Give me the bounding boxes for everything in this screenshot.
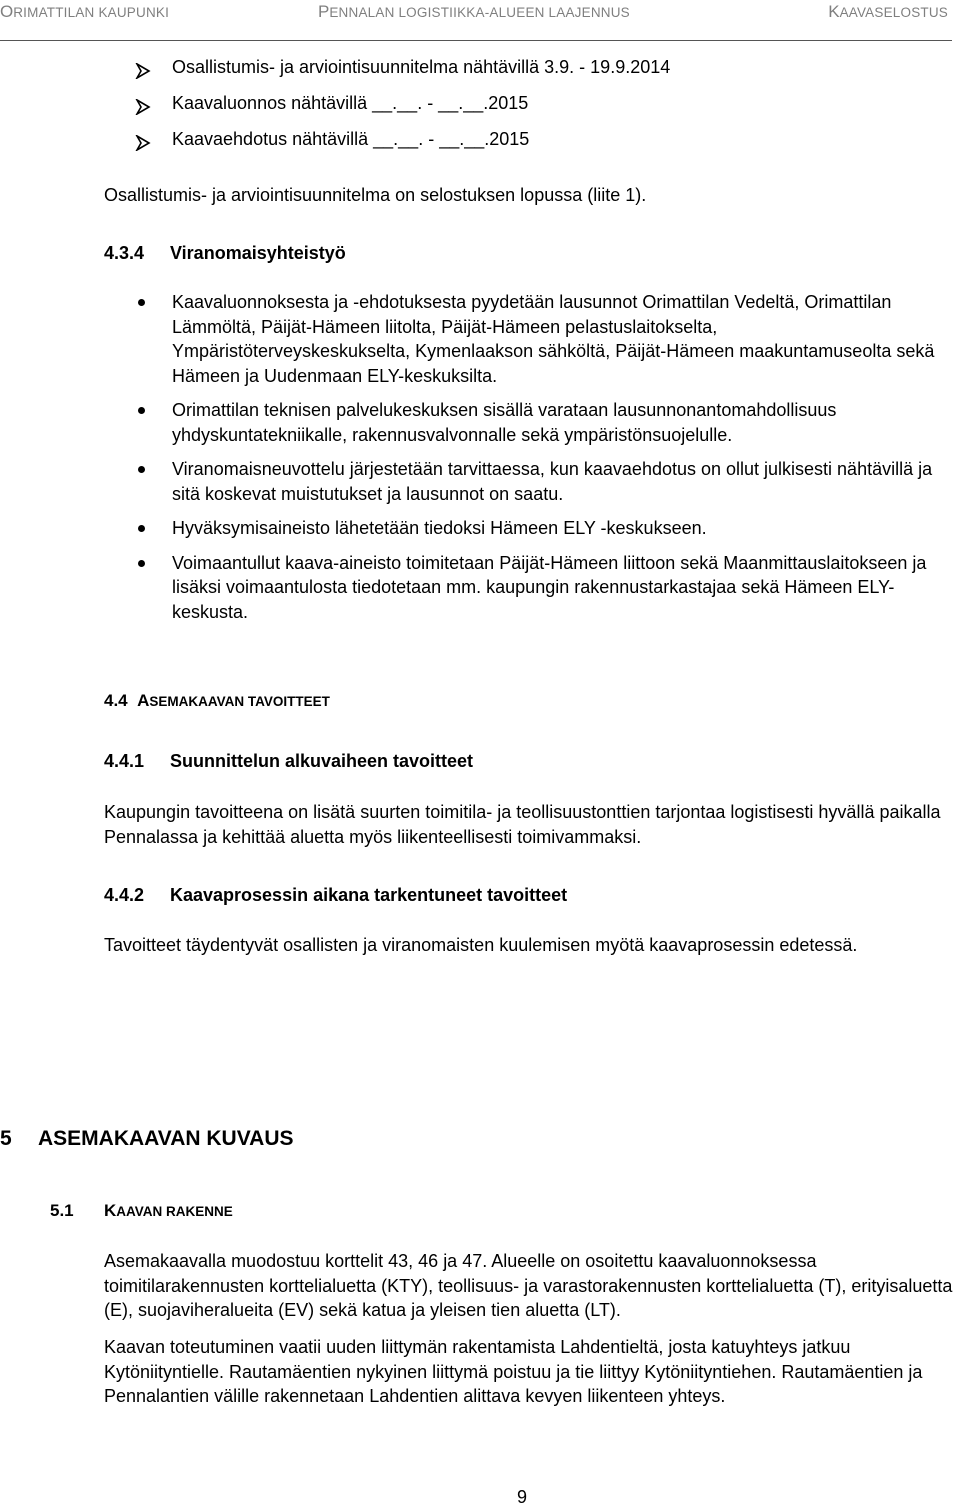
bullet-dot-icon [138,560,145,567]
bullet-dot-icon [138,466,145,473]
bullet-dot-icon [138,407,145,414]
list-item [135,290,955,388]
goals-refined-text: Tavoitteet täydentyvät osallisten ja viranomaisten kuulemisen myötä kaavaprosessin edetessä. [104,935,858,955]
schedule-item-text: Kaavaluonnos nähtävillä __.__. - __.__.2015 [172,93,529,113]
oas-note: Osallistumis- ja arviointisuunnitelma on selostuksen lopussa (liite 1). [104,185,647,205]
list-item-text: Hyväksymisaineisto lähetetään tiedoksi Hämeen ELY -keskukseen. [172,518,707,538]
heading-5 [0,1127,294,1151]
heading-number: 4.4.1 [104,751,145,771]
schedule-item-text: Kaavaehdotus nähtävillä __.__. - __.__.2015 [172,129,530,149]
plan-structure-text-1: Asemakaavalla muodostuu korttelit 43, 46 ja 47. Alueelle on osoitettu kaavaluonnoksessa toimitilarakennusten korttelialuetta (KTY), teollisuus- ja varastorakennusten korttelialuetta (T), erityisaluetta (E), suojaviheralueita (EV) sekä katua ja yleisen tien aluetta (LT). [104,1251,953,1320]
bullet-dot-icon [138,299,145,306]
heading-4-3-4 [104,243,346,264]
header-document-type: KAAVASELOSTUS [828,2,948,21]
list-item-text: Viranomaisneuvottelu järjestetään tarvittaessa, kun kaavaehdotus on ollut julkisesti nähtävillä ja sitä koskevat muistutukset ja lausunnot on saatu. [172,459,933,504]
arrow-bullet-icon [135,63,151,79]
heading-number: 4.4 [104,691,128,710]
heading-number: 5 [0,1127,12,1150]
heading-title: ASEMAKAAVAN KUVAUS [38,1127,294,1150]
list-item [135,398,955,447]
heading-title: Viranomaisyhteistyö [170,243,346,263]
heading-number: 4.4.2 [104,885,145,905]
page-number: 9 [517,1487,528,1507]
bullet-dot-icon [138,525,145,532]
list-item [135,516,955,541]
heading-4-4-label: ASEMAKAAVAN TAVOITTEET [137,691,330,710]
header-divider [0,40,952,41]
header-organization: ORIMATTILAN KAUPUNKI [0,2,170,21]
goals-initial-text: Kaupungin tavoitteena on lisätä suurten toimitila- ja teollisuustonttien tarjontaa logistisesti hyvällä paikalla Pennalassa ja kehittää aluetta myös liikenteellisesti toimivammaksi. [104,802,941,847]
authority-cooperation-list [135,290,955,634]
list-item [135,457,955,506]
plan-structure-text-2: Kaavan toteutuminen vaatii uuden liittymän rakentamista Lahdentieltä, josta katuyhteys jatkuu Kytöniityntielle. Rautamäentien nykyinen liittymä poistuu ja tie liittyy Kytöniityntiehen. Rautamäentien ja Pennalantien välille rakennetaan Lahdentien alittava kevyen liikenteen yhteys. [104,1337,923,1406]
heading-4-4-1 [104,751,473,772]
heading-4-4-2 [104,885,567,906]
list-item [135,551,955,625]
schedule-item-text: Osallistumis- ja arviointisuunnitelma nähtävillä 3.9. - 19.9.2014 [172,57,671,77]
heading-number: 4.3.4 [104,243,145,263]
list-item-text: Orimattilan teknisen palvelukeskuksen sisällä varataan lausunnonantomahdollisuus yhdyskuntatekniikalle, rakennusvalvonnalle sekä ympäristönsuojelulle. [172,400,837,445]
heading-number: 5.1 [50,1201,74,1220]
heading-title: Suunnittelun alkuvaiheen tavoitteet [170,751,474,771]
list-item-text: Voimaantullut kaava-aineisto toimitetaan Päijät-Hämeen liittoon sekä Maanmittauslaitokseen ja lisäksi voimaantulosta tiedotetaan mm. kaupungin rakennustarkastajaa sekä Hämeen ELY-keskusta. [172,552,927,622]
arrow-bullet-icon [135,99,151,115]
list-item-text: Kaavaluonnoksesta ja -ehdotuksesta pyydetään lausunnot Orimattilan Vedeltä, Orimattilan Lämmöltä, Päijät-Hämeen liitolta, Päijät-Hämeen pelastuslaitokselta, Ympäristöterveyskeskukselta, Kymenlaakson sähköltä, Päijät-Hämeen maakuntamuseolta sekä Hämeen ja Uudenmaan ELY-keskuksilta. [172,292,935,386]
header-project: PENNALAN LOGISTIIKKA-ALUEEN LAAJENNUS [318,2,630,21]
arrow-bullet-icon [135,135,151,151]
heading-title: Kaavaprosessin aikana tarkentuneet tavoitteet [170,885,568,905]
heading-5-1: 5.1 KAAVAN RAKENNE [50,1201,233,1220]
page-header [0,0,960,40]
